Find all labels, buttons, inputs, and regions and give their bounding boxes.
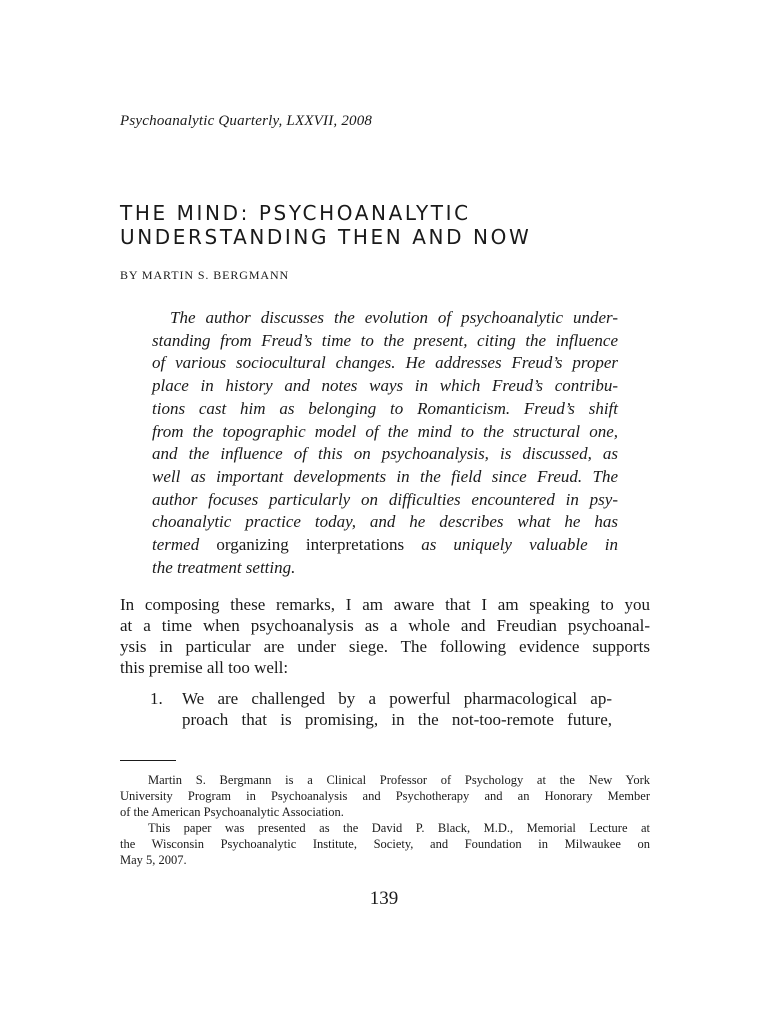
footnote-divider bbox=[120, 760, 176, 761]
list-item-line: proach that is promising, in the not-too-remote future, bbox=[182, 710, 612, 729]
abstract-line: The author discusses the evolution of psychoanalytic under- bbox=[170, 308, 618, 327]
body-line: at a time when psychoanalysis as a whole and Freudian psychoanal- bbox=[120, 616, 650, 635]
list-item-text bbox=[182, 688, 612, 730]
abstract-line: from the topographic model of the mind to the structural one, bbox=[152, 421, 618, 441]
abstract-line: the treatment setting. bbox=[152, 557, 296, 577]
footnote-line: the Wisconsin Psychoanalytic Institute, Society, and Foundation in Milwaukee on bbox=[120, 837, 650, 851]
body-line: this premise all too well: bbox=[120, 658, 289, 677]
title-line: UNDERSTANDING THEN AND NOW bbox=[120, 225, 532, 249]
abstract-term-word: termed bbox=[152, 535, 200, 555]
body-line: ysis in particular are under siege. The following evidence supports bbox=[120, 637, 650, 656]
abstract-line: of various sociocultural changes. He addresses Freud’s proper bbox=[152, 353, 618, 373]
body-paragraph bbox=[120, 594, 650, 678]
abstract-line: and the influence of this on psychoanalysis, is discussed, as bbox=[152, 444, 618, 464]
abstract-line: well as important developments in the field since Freud. The bbox=[152, 466, 618, 486]
abstract-line bbox=[152, 534, 618, 557]
abstract-line: standing from Freud’s time to the present, citing the influence bbox=[152, 330, 618, 350]
abstract-line-end: as uniquely valuable in bbox=[421, 535, 618, 555]
abstract-line: tions cast him as belonging to Romanticism. Freud’s shift bbox=[152, 398, 618, 418]
abstract-line: choanalytic practice today, and he describes what he has bbox=[152, 512, 618, 532]
footnote-line: May 5, 2007. bbox=[120, 853, 187, 867]
article-title bbox=[120, 201, 680, 249]
abstract-key-term: organizing interpretations bbox=[199, 535, 422, 555]
footnotes bbox=[120, 772, 650, 868]
abstract-line: author focuses particularly on difficulties encountered in psy- bbox=[152, 489, 618, 509]
footnote-line: of the American Psychoanalytic Association. bbox=[120, 805, 344, 819]
abstract-line: place in history and notes ways in which Freud’s contribu- bbox=[152, 376, 618, 396]
list-item-line: We are challenged by a powerful pharmacological ap- bbox=[182, 689, 612, 708]
abstract bbox=[152, 307, 618, 579]
journal-citation: Psychoanalytic Quarterly, LXXVII, 2008 bbox=[120, 113, 373, 129]
author-byline: BY MARTIN S. BERGMANN bbox=[120, 268, 290, 282]
footnote-line: Martin S. Bergmann is a Clinical Professor of Psychology at the New York bbox=[148, 773, 650, 787]
footnote-line: This paper was presented as the David P. Black, M.D., Memorial Lecture at bbox=[148, 821, 650, 835]
list-item-number: 1. bbox=[150, 689, 163, 708]
body-line: In composing these remarks, I am aware that I am speaking to you bbox=[120, 595, 650, 614]
title-line: THE MIND: PSYCHOANALYTIC bbox=[120, 201, 471, 225]
page-number: 139 bbox=[369, 888, 399, 909]
footnote-line: University Program in Psychoanalysis and Psychotherapy and an Honorary Member bbox=[120, 789, 650, 803]
